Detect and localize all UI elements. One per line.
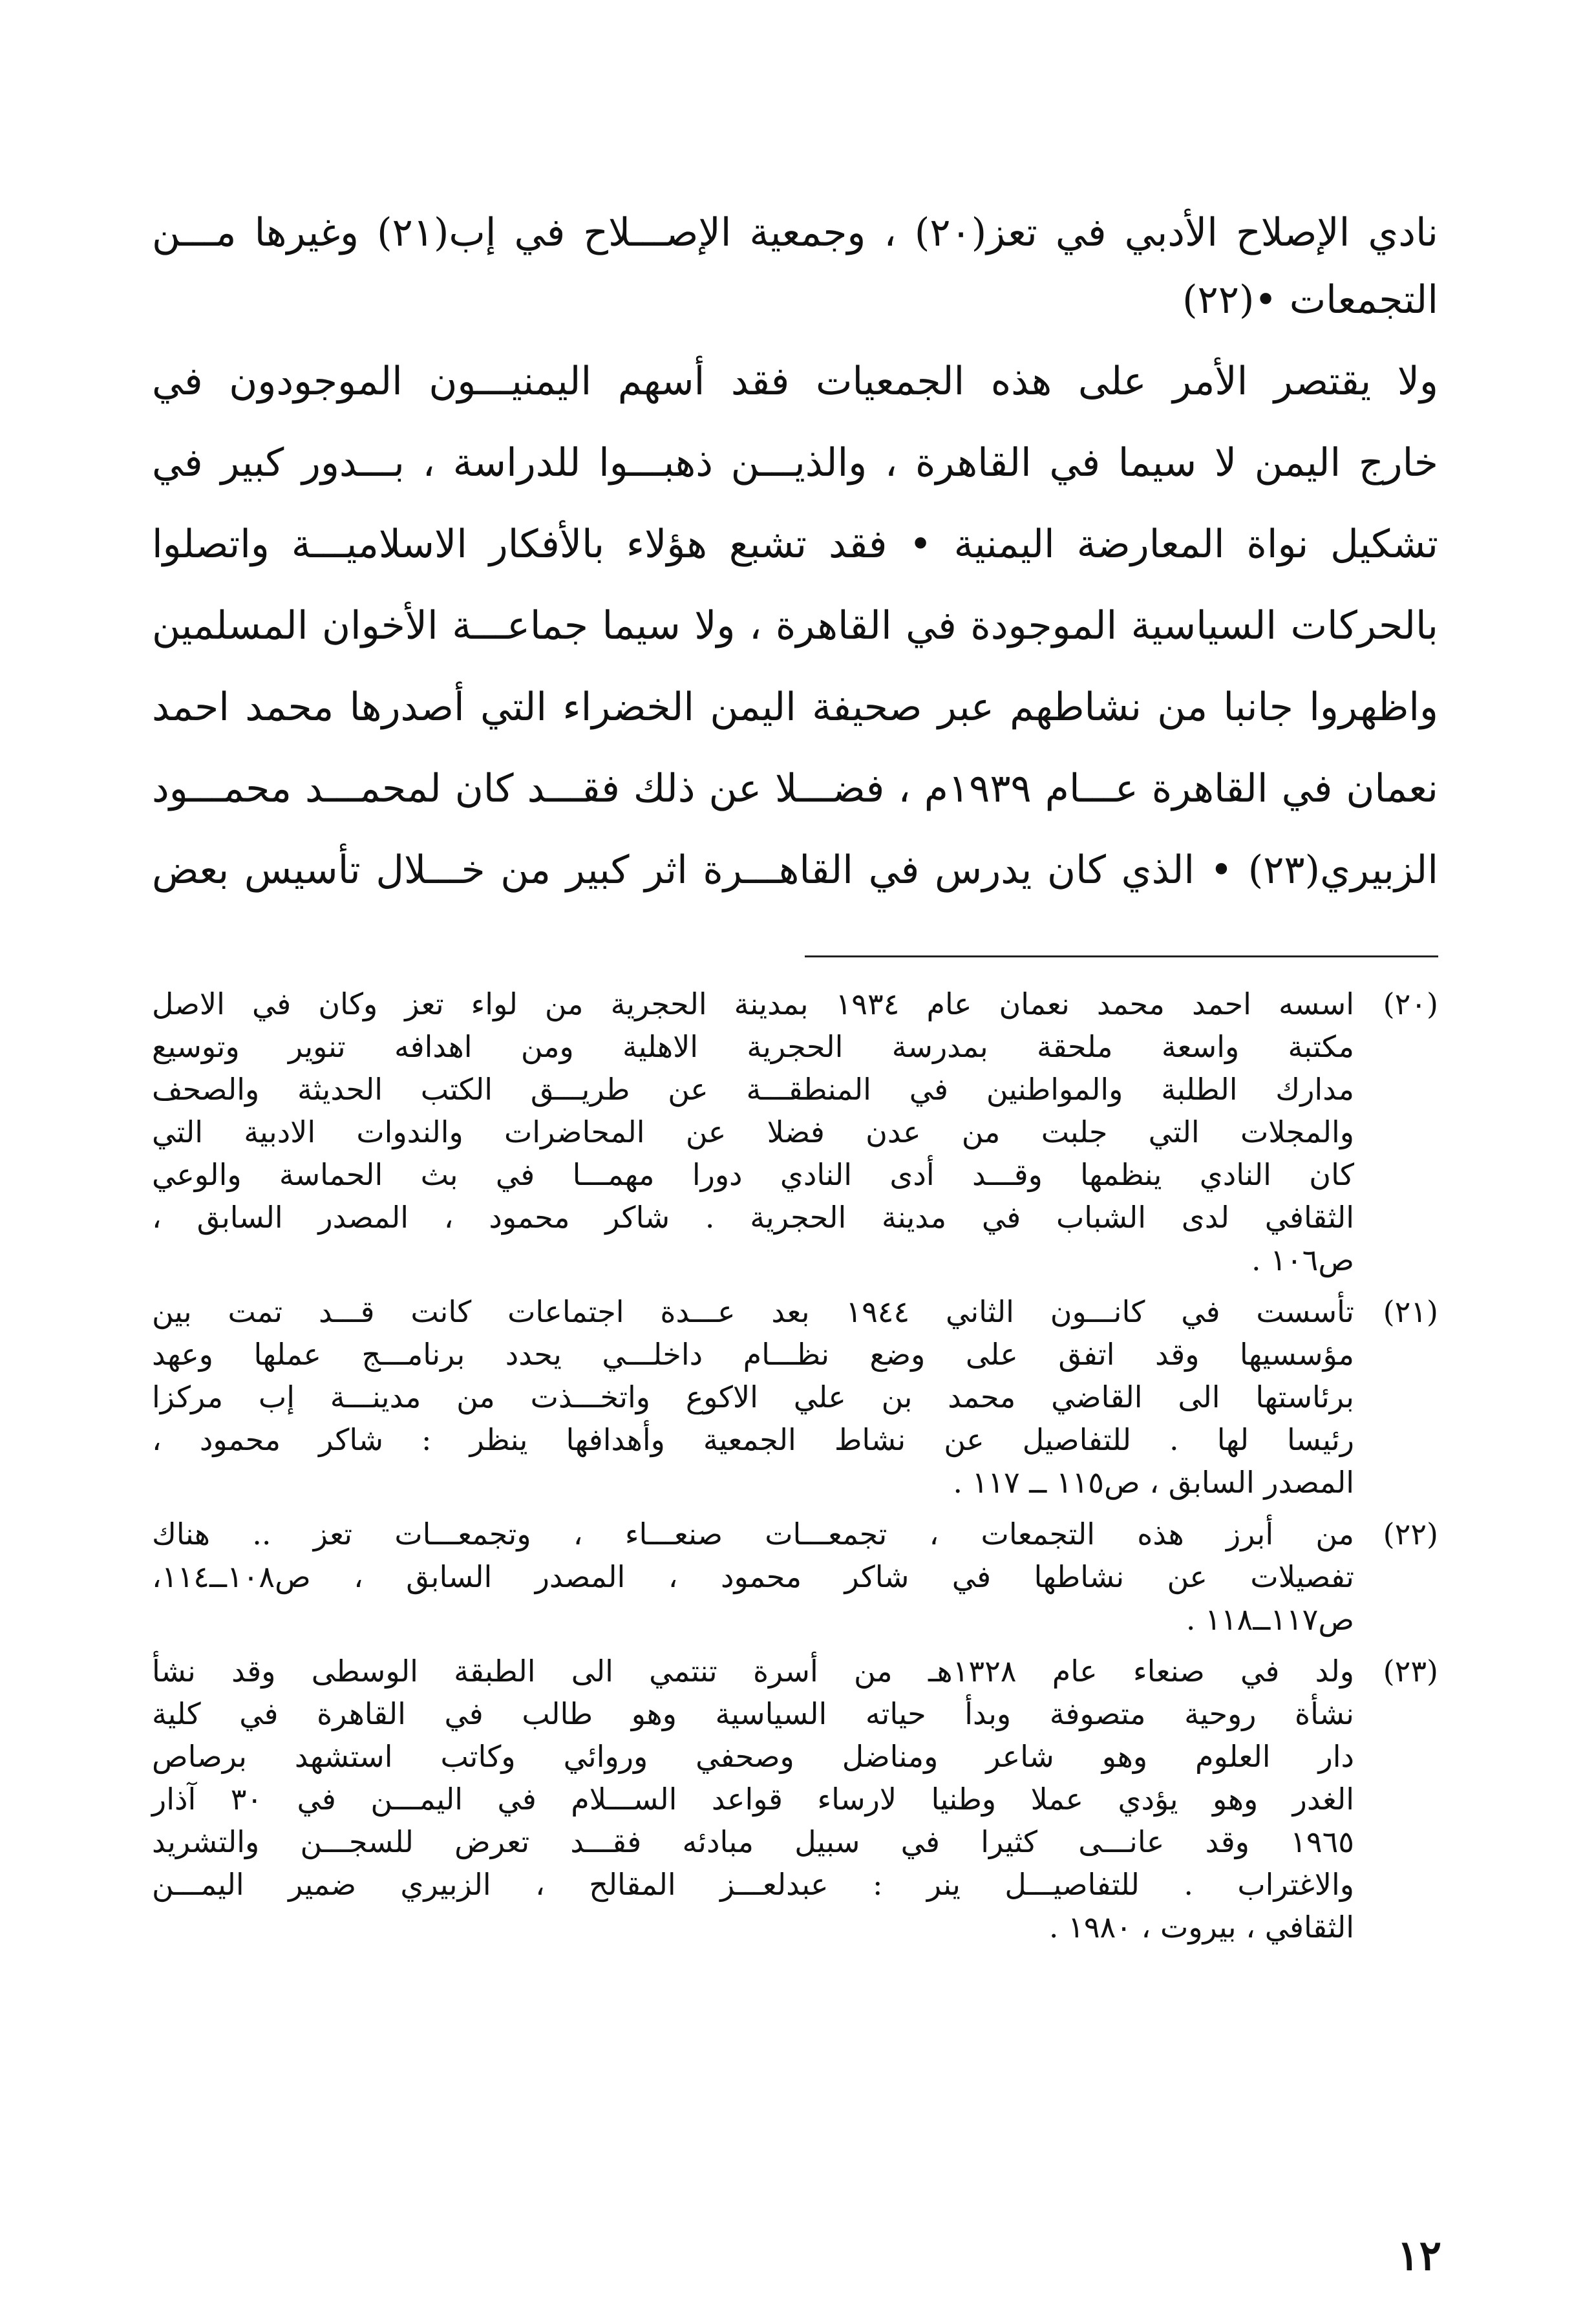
text-line: الزبيري(٢٣) • الذي كان يدرس في القاهـــرة اثر كبير من خـــلال تأسيس بعض [152, 848, 1438, 893]
footnote-line: والاغتراب . للتفاصيـــل ينر : عبدلعـــز المقالح ، الزبيري ضمير اليمـــن [152, 1867, 1354, 1902]
footnote-20 [152, 983, 1438, 1281]
footnote-number: (٢٠) [1383, 986, 1438, 1021]
footnote-line: ١٩٦٥ وقد عانـــى كثيرا في سبيل مبادئه فقـــد تعرض للسجـــن والتشريد [152, 1824, 1354, 1859]
main-text [152, 210, 1439, 893]
text-line: بالحركات السياسية الموجودة في القاهرة ، ولا سيما جماعـــة الأخوان المسلمين [152, 603, 1438, 648]
footnote-line: الغدر وهو يؤدي عملا وطنيا لارساء قواعد الســـلام في اليمـــن في ٣٠ آذار [152, 1782, 1354, 1817]
footnote-21 [152, 1290, 1438, 1504]
footnote-number: (٢٣) [1383, 1654, 1438, 1689]
footnote-separator [805, 955, 1438, 957]
footnote-number: (٢٢) [1383, 1517, 1438, 1551]
text-line: نادي الإصلاح الأدبي في تعز(٢٠) ، وجمعية الإصـــلاح في إب(٢١) وغيرها مـــن [152, 210, 1439, 255]
footnote-line: برئاستها الى القاضي محمد بن علي الاكوع واتخـــذت من مدينـــة إب مركزا [152, 1380, 1354, 1414]
page-number: ١٢ [1397, 2232, 1441, 2280]
footnote-line: ولد في صنعاء عام ١٣٢٨هـ من أسرة تنتمي الى الطبقة الوسطى وقد نشأ [152, 1654, 1355, 1689]
footnote-line: من أبرز هذه التجمعات ، تجمعـــات صنعـــاء ، وتجمعـــات تعز .. هناك [152, 1517, 1354, 1551]
footnote-line: تفصيلات عن نشاطها في شاكر محمود ، المصدر السابق ، ص١٠٨ــ١١٤، [152, 1559, 1354, 1594]
text-line: التجمعات •(٢٢) [1182, 277, 1438, 323]
footnote-23 [152, 1650, 1438, 1948]
footnote-line: والمجلات التي جلبت من عدن فضلا عن المحاضرات والندوات الادبية التي [152, 1114, 1354, 1149]
footnote-line: مدارك الطلبة والمواطنين في المنطقـــة عن طريـــق الكتب الحديثة والصحف [152, 1072, 1354, 1107]
footnote-line: الثقافي ، بيروت ، ١٩٨٠ . [1048, 1910, 1354, 1945]
footnote-line: دار العلوم وهو شاعر ومناضل وصحفي وروائي وكاتب استشهد برصاص [152, 1739, 1354, 1774]
footnote-line: اسسه احمد محمد نعمان عام ١٩٣٤ بمدينة الحجرية من لواء تعز وكان في الاصل [152, 986, 1354, 1021]
footnote-22 [152, 1513, 1438, 1641]
footnote-line: ص١٠٦ . [1251, 1242, 1354, 1277]
footnote-line: مكتبة واسعة ملحقة بمدرسة الحجرية الاهلية ومن اهدافه تنوير وتوسيع [152, 1029, 1354, 1064]
text-line: ولا يقتصر الأمر على هذه الجمعيات فقد أسهم اليمنيـــون الموجودون في [152, 359, 1438, 404]
footnote-line: المصدر السابق ، ص١١٥ ــ ١١٧ . [953, 1465, 1354, 1500]
text-line: نعمان في القاهرة عـــام ١٩٣٩م ، فضـــلا عن ذلك فقـــد كان لمحمـــد محمـــود [152, 766, 1438, 811]
text-line: خارج اليمن لا سيما في القاهرة ، والذيـــن ذهبـــوا للدراسة ، بـــدور كبير في [152, 440, 1438, 485]
footnote-line: الثقافي لدى الشباب في مدينة الحجرية . شاكر محمود ، المصدر السابق ، [152, 1200, 1354, 1235]
footnote-line: رئيسا لها . للتفاصيل عن نشاط الجمعية وأهدافها ينظر : شاكر محمود ، [152, 1422, 1354, 1457]
footnotes [152, 983, 1438, 1957]
footnote-line: نشأة روحية متصوفة وبدأ حياته السياسية وهو طالب في القاهرة في كلية [152, 1696, 1354, 1731]
footnote-number: (٢١) [1383, 1294, 1438, 1329]
text-line: تشكيل نواة المعارضة اليمنية • فقد تشبع هؤلاء بالأفكار الاسلاميـــة واتصلوا [152, 522, 1438, 567]
footnote-line: مؤسسيها وقد اتفق على وضع نظـــام داخلـــي يحدد برنامـــج عملها وعهد [152, 1337, 1354, 1372]
text-line: واظهروا جانبا من نشاطهم عبر صحيفة اليمن الخضراء التي أصدرها محمد احمد [152, 685, 1438, 730]
footnote-line: تأسست في كانـــون الثاني ١٩٤٤ بعد عـــدة اجتماعات كانت قـــد تمت بين [152, 1294, 1354, 1329]
footnote-line: ص١١٧ــ١١٨ . [1185, 1602, 1354, 1637]
footnote-line: كان النادي ينظمها وقـــد أدى النادي دورا مهمـــا في بث الحماسة والوعي [152, 1157, 1354, 1192]
